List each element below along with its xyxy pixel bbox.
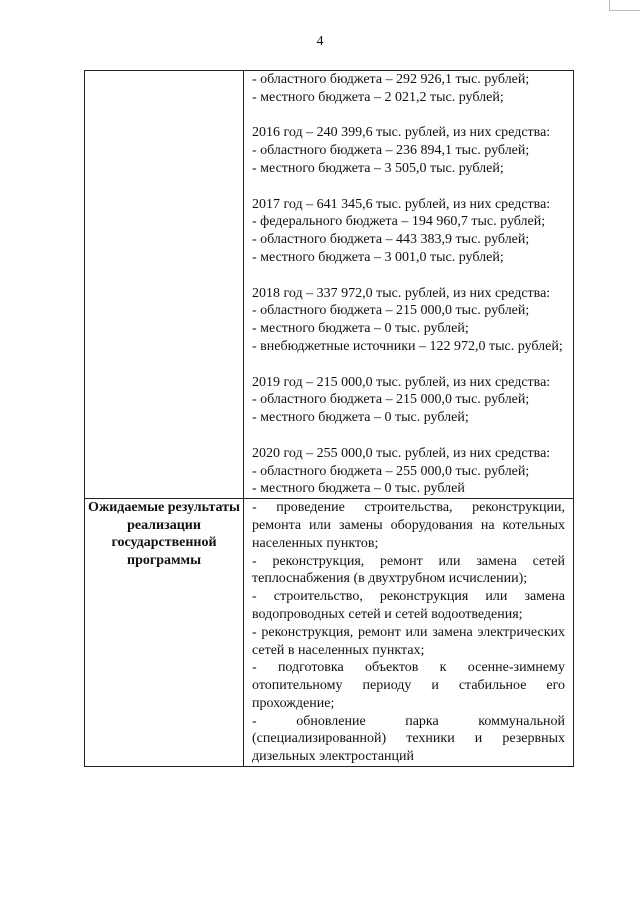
funding-line: - внебюджетные источники – 122 972,0 тыс. рублей; [252,338,563,354]
page-number: 4 [316,34,324,49]
funding-year-2016 [252,124,565,177]
year-heading: 2016 год – 240 399,6 тыс. рублей, из них средства: [252,125,551,141]
funding-year-2019 [252,374,565,427]
funding-top-block [252,71,565,107]
funding-line: - местного бюджета – 3 505,0 тыс. рублей; [252,160,504,176]
results-label-cell [85,499,244,767]
results-row [85,499,574,767]
funding-line: - местного бюджета – 2 021,2 тыс. рублей; [252,89,504,105]
result-item: - проведение строительства, реконструкции, ремонта или замены оборудования на котельных населенных пунктов; [252,500,565,551]
result-item: - реконструкция, ремонт или замена электрических сетей в населенных пунктах; [252,624,565,658]
program-passport-table [84,70,574,767]
funding-year-2020 [252,445,565,498]
funding-value-cell [244,71,574,499]
year-heading: 2018 год – 337 972,0 тыс. рублей, из них средства: [252,285,551,301]
funding-year-2018 [252,285,565,356]
funding-line: - областного бюджета – 292 926,1 тыс. рублей; [252,72,530,87]
funding-row [85,71,574,499]
funding-line: - местного бюджета – 0 тыс. рублей; [252,321,469,337]
funding-line: - областного бюджета – 443 383,9 тыс. рублей; [252,232,530,248]
funding-line: - местного бюджета – 3 001,0 тыс. рублей; [252,249,504,265]
corner-mark [609,0,640,11]
funding-year-2017 [252,196,565,267]
year-heading: 2020 год – 255 000,0 тыс. рублей, из них средства: [252,445,551,461]
result-item: - реконструкция, ремонт или замена сетей теплоснабжения (в двухтрубном исчислении); [252,553,565,587]
funding-line: - областного бюджета – 215 000,0 тыс. рублей; [252,303,530,319]
funding-line: - областного бюджета – 236 894,1 тыс. рублей; [252,143,530,159]
funding-line: - местного бюджета – 0 тыс. рублей; [252,410,469,426]
funding-line: - областного бюджета – 215 000,0 тыс. рублей; [252,392,530,408]
year-heading: 2017 год – 641 345,6 тыс. рублей, из них средства: [252,196,551,212]
year-heading: 2019 год – 215 000,0 тыс. рублей, из них средства: [252,374,551,390]
funding-line: - федерального бюджета – 194 960,7 тыс. рублей; [252,214,546,230]
result-item: - строительство, реконструкция или замена водопроводных сетей и сетей водоотведения; [252,589,565,622]
result-item: - подготовка объектов к осенне-зимнему отопительному периоду и стабильное его прохождение; [252,660,565,711]
funding-label-cell [85,71,244,499]
result-item: - обновление парка коммунальной (специализированной) техники и резервных дизельных электростанций [252,713,565,765]
results-value-cell [244,499,574,767]
funding-line: - местного бюджета – 0 тыс. рублей [252,481,465,497]
funding-line: - областного бюджета – 255 000,0 тыс. рублей; [252,463,530,479]
results-label: Ожидаемые результаты реализации государственной программы [88,500,240,568]
